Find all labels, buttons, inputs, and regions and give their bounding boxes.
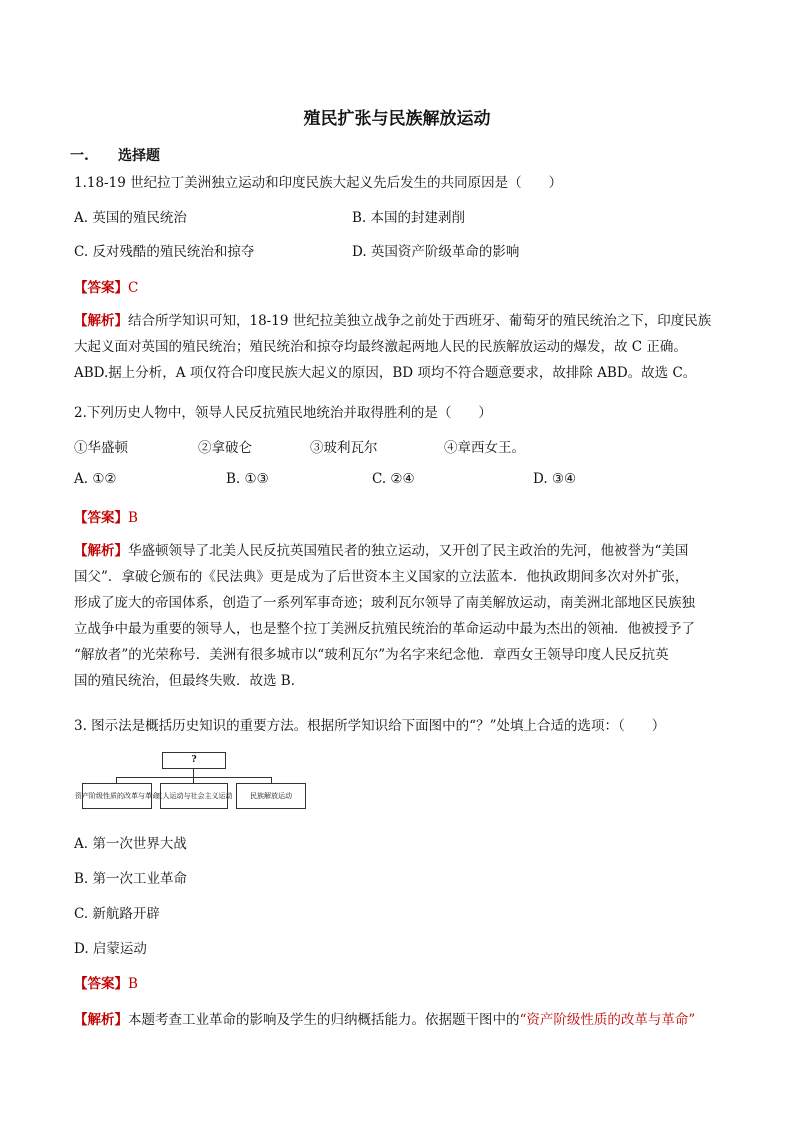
question-3-explanation [74,1008,695,1028]
answer-value: B [128,976,138,992]
explanation-line: ABD.据上分析，A 项仅符合印度民族大起义的原因，BD 项均不符合题意要求，故排除 ABD。故选 C。 [74,365,697,381]
question-3-option-c: C. 新航路开辟 [74,906,160,922]
question-2-option-c: C. ②④ [372,471,415,487]
diagram-middle-box: 工人运动与社会主义运动 [160,783,228,809]
explanation-label: 【解析】 [74,313,128,329]
explanation-line: 结合所学知识可知，18-19 世纪拉美独立战争之前处于西班牙、葡萄牙的殖民统治之下，印度民族 [128,313,712,329]
explanation-line: 国父”．拿破仑颁布的《民法典》更是成为了后世资本主义国家的立法蓝本．他执政期间多次对外扩张， [74,569,689,585]
question-1-explanation [74,308,734,386]
page-title: 殖民扩张与民族解放运动 [303,109,491,129]
answer-label: 【答案】 [74,976,128,992]
explanation-line: “解放者”的光荣称号．美洲有很多城市以“玻利瓦尔”为名字来纪念他．章西女王领导印度人民反抗英 [74,647,669,663]
section-label: 选择题 [118,148,160,164]
section-number: 一. [70,148,89,164]
question-3-option-b: B. 第一次工业革命 [74,871,188,887]
question-2-answer [74,506,138,526]
question-1-answer [74,276,138,296]
question-1-option-a: A. 英国的殖民统治 [74,210,187,226]
question-2-item-1: ①华盛顿 [74,440,128,456]
explanation-line: 立战争中最为重要的领导人，也是整个拉丁美洲反抗殖民统治的革命运动中最为杰出的领袖．他被授予了 [74,621,695,637]
answer-label: 【答案】 [74,510,128,526]
question-2-option-b: B. ①③ [226,471,269,487]
explanation-label: 【解析】 [74,543,128,559]
question-2-option-d: D. ③④ [533,471,577,487]
question-1-option-c: C. 反对残酷的殖民统治和掠夺 [74,244,255,260]
diagram-left-box: 资产阶级性质的改革与革命 [82,783,152,809]
question-1-stem: 1.18-19 世纪拉丁美洲独立运动和印度民族大起义先后发生的共同原因是（ ） [74,175,563,191]
explanation-label: 【解析】 [74,1012,128,1028]
concept-diagram [75,752,306,810]
question-1-option-b: B. 本国的封建剥削 [352,210,466,226]
question-2-stem: 2.下列历史人物中，领导人民反抗殖民地统治并取得胜利的是（ ） [74,405,492,421]
section-heading [70,145,160,165]
question-3-option-d: D. 启蒙运动 [74,941,147,957]
question-2-item-2: ②拿破仑 [198,440,252,456]
question-2-explanation [74,538,734,694]
diagram-top-box: ? [162,752,226,769]
question-1-option-d: D. 英国资产阶级革命的影响 [352,244,520,260]
diagram-connector [193,769,194,777]
explanation-line: 大起义面对英国的殖民统治；殖民统治和掠夺均最终激起两地人民的民族解放运动的爆发，故 C 正确。 [74,339,687,355]
answer-label: 【答案】 [74,280,128,296]
answer-value: B [128,510,138,526]
explanation-line: 形成了庞大的帝国体系，创造了一系列军事奇迹；玻利瓦尔领导了南美解放运动，南美洲北部地区民族独 [74,595,695,611]
question-2-item-4: ④章西女王。 [444,440,525,456]
explanation-quote: “资产阶级性质的改革与革命” [519,1012,696,1028]
explanation-text: 本题考查工业革命的影响及学生的归纳概括能力。依据题干图中的 [128,1012,520,1028]
question-3-stem: 3. 图示法是概括历史知识的重要方法。根据所学知识给下面图中的“？”处填上合适的选项：（ ） [74,718,666,734]
question-3-option-a: A. 第一次世界大战 [74,836,187,852]
explanation-line: 国的殖民统治，但最终失败．故选 B． [74,673,305,689]
question-2-option-a: A. ①② [74,471,117,487]
answer-value: C [128,280,139,296]
question-2-item-3: ③玻利瓦尔 [310,440,378,456]
diagram-right-box: 民族解放运动 [236,783,306,809]
question-3-answer [74,972,138,992]
explanation-line: 华盛顿领导了北美人民反抗英国殖民者的独立运动，又开创了民主政治的先河，他被誉为“美国 [128,543,689,559]
